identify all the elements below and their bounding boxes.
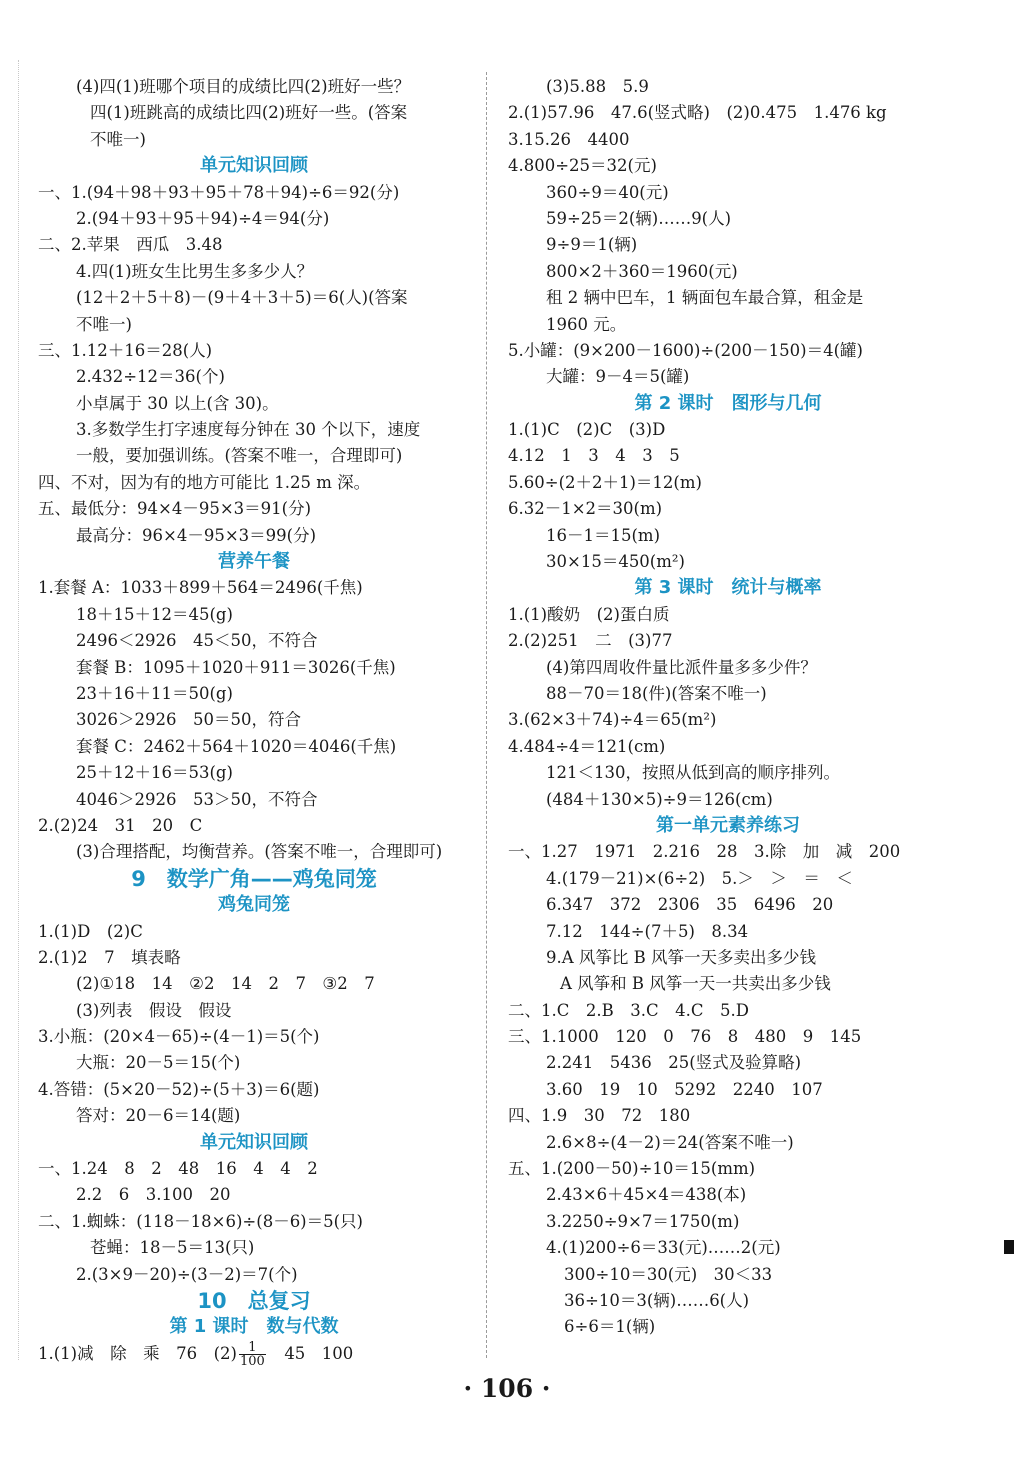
answer-line: (484＋130×5)÷9＝126(cm) xyxy=(546,789,773,809)
section-heading: 第 1 课时 数与代数 xyxy=(169,1316,339,1338)
section-heading: 第一单元素养练习 xyxy=(656,814,800,836)
answer-line: 4.(179－21)×(6÷2) 5.＞ ＞ ＝ ＜ xyxy=(546,868,853,888)
answer-line: 二、2.苹果 西瓜 3.48 xyxy=(38,235,223,255)
answer-line: 3.15.26 4400 xyxy=(508,129,630,149)
answer-line: 五、1.(200－50)÷10＝15(mm) xyxy=(508,1159,756,1179)
answer-line: 苍蝇：18－5＝13(只) xyxy=(90,1238,255,1258)
section-heading: 9 数学广角——鸡兔同笼 xyxy=(131,866,377,891)
answer-line: 4.(1)200÷6＝33(元)……2(元) xyxy=(546,1238,781,1258)
answer-line: 2.43×6＋45×4＝438(本) xyxy=(546,1185,747,1205)
answer-line: 套餐 B：1095＋1020＋911＝3026(千焦) xyxy=(76,657,396,677)
section-heading: 第 2 课时 图形与几何 xyxy=(634,392,822,414)
section-heading: 鸡兔同笼 xyxy=(218,894,290,916)
section-heading: 单元知识回顾 xyxy=(200,1131,308,1153)
answer-line: 18＋15＋12＝45(g) xyxy=(76,604,233,624)
answer-line: 1.套餐 A：1033＋899＋564＝2496(千焦) xyxy=(38,578,363,598)
answer-line: 2.(1)57.96 47.6(竖式略) (2)0.475 1.476 kg xyxy=(508,103,887,123)
column-divider xyxy=(486,72,487,1358)
answer-line: 800×2＋360＝1960(元) xyxy=(546,261,738,281)
answer-line: 3.2250÷9×7＝1750(m) xyxy=(546,1211,740,1231)
answer-line: 4.800÷25＝32(元) xyxy=(508,156,657,176)
answer-line: 36÷10＝3(辆)……6(人) xyxy=(564,1290,750,1310)
answer-line: 4046＞2926 53＞50，不符合 xyxy=(76,789,318,809)
answer-line: A 风筝和 B 风筝一天一共卖出多少钱 xyxy=(560,974,831,994)
answer-line: (3)列表 假设 假设 xyxy=(76,1000,232,1020)
answer-line: (3)合理搭配，均衡营养。(答案不唯一，合理即可) xyxy=(76,842,443,862)
answer-line: 16－1＝15(m) xyxy=(546,525,661,545)
answer-line: (4)第四周收件量比派件量多多少件？ xyxy=(546,657,817,677)
answer-line: (2)①18 14 ②2 14 2 7 ③2 7 xyxy=(76,974,375,994)
answer-line: 大瓶：20－5＝15(个) xyxy=(76,1053,241,1073)
answer-line: 25＋12＋16＝53(g) xyxy=(76,763,233,783)
answer-line: 360÷9＝40(元) xyxy=(546,182,669,202)
section-heading: 单元知识回顾 xyxy=(200,155,308,177)
answer-line: 4.答错：(5×20－52)÷(5＋3)＝6(题) xyxy=(38,1079,320,1099)
answer-line: 二、1.C 2.B 3.C 4.C 5.D xyxy=(508,1000,749,1020)
answer-column-left xyxy=(38,74,470,1367)
section-heading: 第 3 课时 统计与概率 xyxy=(634,577,822,599)
answer-line: 不唯一) xyxy=(76,314,132,334)
answer-line: 9.A 风筝比 B 风筝一天多卖出多少钱 xyxy=(546,947,817,967)
answer-line: 一、1.24 8 2 48 16 4 4 2 xyxy=(38,1159,318,1179)
answer-line: 五、最低分：94×4－95×3＝91(分) xyxy=(38,499,312,519)
answer-line: 9÷9＝1(辆) xyxy=(546,235,638,255)
answer-line: 121＜130，按照从低到高的顺序排列。 xyxy=(546,763,840,783)
answer-line: 3.多数学生打字速度每分钟在 30 个以下，速度 xyxy=(76,420,421,440)
answer-line: 3.(62×3＋74)÷4＝65(m²) xyxy=(508,710,717,730)
answer-line: 5.60÷(2＋2＋1)＝12(m) xyxy=(508,472,702,492)
answer-line: 59÷25＝2(辆)……9(人) xyxy=(546,208,732,228)
answer-line: 5.小罐：(9×200－1600)÷(200－150)＝4(罐) xyxy=(508,340,863,360)
answer-column-right xyxy=(508,74,948,1341)
answer-line: 1.(1)酸奶 (2)蛋白质 xyxy=(508,604,670,624)
answer-line: 4.12 1 3 4 3 5 xyxy=(508,446,680,466)
answer-line: 6.347 372 2306 35 6496 20 xyxy=(546,895,834,915)
answer-line: 2.(2)251 二 (3)77 xyxy=(508,631,673,651)
answer-line: 1960 元。 xyxy=(546,314,627,334)
answer-text: 1.(1)减 除 乘 76 (2) xyxy=(38,1343,237,1363)
answer-line: 6÷6＝1(辆) xyxy=(564,1317,656,1337)
answer-line: (12＋2＋5＋8)－(9＋4＋3＋5)＝6(人)(答案 xyxy=(76,288,408,308)
answer-line: 一、1.(94＋98＋93＋95＋78＋94)÷6＝92(分) xyxy=(38,182,400,202)
answer-line: 4.484÷4＝121(cm) xyxy=(508,736,666,756)
answer-line: 2.241 5436 25(竖式及验算略) xyxy=(546,1053,802,1073)
answer-line: 四、1.9 30 72 180 xyxy=(508,1106,691,1126)
answer-line: 三、1.1000 120 0 76 8 480 9 145 xyxy=(508,1027,862,1047)
answer-line: 不唯一) xyxy=(90,129,146,149)
answer-line xyxy=(38,1341,470,1367)
section-heading: 10 总复习 xyxy=(197,1288,311,1313)
answer-line: 2.(3×9－20)÷(3－2)＝7(个) xyxy=(76,1264,298,1284)
answer-line: 1.(1)D (2)C xyxy=(38,921,143,941)
answer-line: 23＋16＋11＝50(g) xyxy=(76,683,233,703)
answer-line: 7.12 144÷(7＋5) 8.34 xyxy=(546,921,749,941)
fraction-denominator: 100 xyxy=(239,1353,265,1368)
answer-line: 一般，要加强训练。(答案不唯一，合理即可) xyxy=(76,446,403,466)
edge-mark xyxy=(1004,1240,1014,1254)
answer-line: 2.(94＋93＋95＋94)÷4＝94(分) xyxy=(76,208,330,228)
answer-line: 1.(1)C (2)C (3)D xyxy=(508,420,666,440)
answer-line: 三、1.12＋16＝28(人) xyxy=(38,340,213,360)
answer-line: 2.432÷12＝36(个) xyxy=(76,367,225,387)
answer-line: 300÷10＝30(元) 30＜33 xyxy=(564,1264,773,1284)
answer-line: 租 2 辆中巴车，1 辆面包车最合算，租金是 xyxy=(546,288,864,308)
answer-line: 2.(1)2 7 填表略 xyxy=(38,947,181,967)
answer-line: 大罐：9－4＝5(罐) xyxy=(546,367,690,387)
answer-line: 3.60 19 10 5292 2240 107 xyxy=(546,1079,823,1099)
answer-line: 4.四(1)班女生比男生多多少人？ xyxy=(76,261,314,281)
answer-line: 30×15＝450(m²) xyxy=(546,552,685,572)
answer-line: 2496＜2926 45＜50，不符合 xyxy=(76,631,318,651)
answer-line: 3026＞2926 50＝50，符合 xyxy=(76,710,301,730)
answer-line: 88－70＝18(件)(答案不唯一) xyxy=(546,683,767,703)
fraction-numerator: 1 xyxy=(239,1341,266,1355)
answer-line: 最高分：96×4－95×3＝99(分) xyxy=(76,525,317,545)
answer-line: 小卓属于 30 以上(含 30)。 xyxy=(76,393,279,413)
answer-line: 四、不对，因为有的地方可能比 1.25 m 深。 xyxy=(38,472,371,492)
answer-line: 2.2 6 3.100 20 xyxy=(76,1185,231,1205)
answer-line: 2.(2)24 31 20 C xyxy=(38,815,203,835)
page-number: · 106 · xyxy=(463,1374,551,1403)
answer-line: 套餐 C：2462＋564＋1020＝4046(千焦) xyxy=(76,736,397,756)
section-heading: 营养午餐 xyxy=(218,551,290,573)
answer-line: 答对：20－6＝14(题) xyxy=(76,1106,241,1126)
answer-line: 6.32－1×2＝30(m) xyxy=(508,499,663,519)
answer-line: 3.小瓶：(20×4－65)÷(4－1)＝5(个) xyxy=(38,1027,320,1047)
answer-line: 2.6×8÷(4－2)＝24(答案不唯一) xyxy=(546,1132,794,1152)
binding-margin-line xyxy=(18,60,19,1360)
answer-line: 一、1.27 1971 2.216 28 3.除 加 减 200 xyxy=(508,842,901,862)
fraction xyxy=(239,1341,266,1367)
answer-line: 二、1.蜘蛛：(118－18×6)÷(8－6)＝5(只) xyxy=(38,1211,363,1231)
answer-line: (4)四(1)班哪个项目的成绩比四(2)班好一些？ xyxy=(76,77,411,96)
answer-line: 四(1)班跳高的成绩比四(2)班好一些。(答案 xyxy=(90,103,408,123)
answer-text-after: 45 100 xyxy=(267,1343,354,1363)
answer-line: (3)5.88 5.9 xyxy=(546,77,649,96)
